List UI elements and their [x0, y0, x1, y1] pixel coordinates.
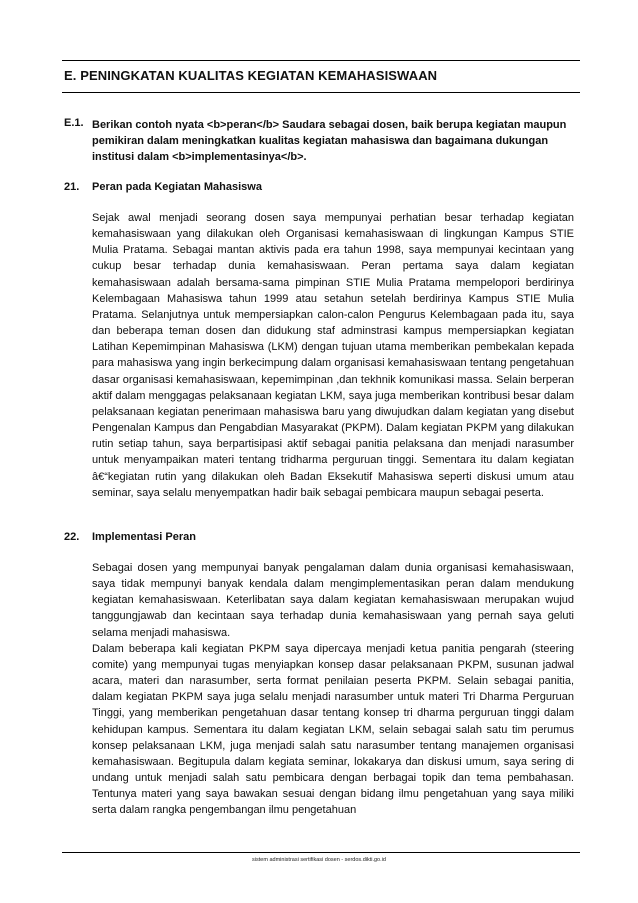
- item-22-heading: Implementasi Peran: [92, 531, 196, 543]
- item-21-paragraph: Sejak awal menjadi seorang dosen saya mempunyai perhatian besar terhadap kegiatan kemahasiswaan yang dilakukan oleh Organisasi kemahasiswaan di lingkungan Kampus STIE Mulia Pratama. Sebagai mantan aktivis pada era tahun 1998, saya mempunyai kecintaan yang cukup besar terhadap dunia kemahasiswaan. Peran pertama saya dalam kegiatan kemahasiswaan adalah bersama-sama pimpinan STIE Mulia Pratama mempelopori berdirinya Kelembagaan Mahasiswa tahun 1999 atau setahun setelah berdirinya Kampus STIE Mulia Pratama. Selanjutnya untuk mempersiapkan calon-calon Pengurus Kelembagaan pada itu, saya dan beberapa teman dosen dan didukung staf adminstrasi kampus mempersiapkan kegiatan Latihan Kepemimpinan Mahasiswa (LKM) dengan tujuan utama memberikan pembekalan kepada para mahasiswa yang ingin berkecimpung dalam organisasi kemahasiswaan tentang pengetahuan dasar organisasi kemahasiswaan, kepemimpinan ,dan tekhnik komunikasi massa. Selain berperan aktif dalam menggagas pelaksanaan kegiatan LKM, saya juga memberikan kontribusi besar dalam pelaksanaan kegiatan penerimaan mahasiswa baru yang diwujudkan dalam kegiatan yang disebut Pengenalan Kampus dan Pengabdian Masyarakat (PKPM). Dalam kegiatan PKPM yang dilakukan rutin setiap tahun, saya berpartisipasi aktif sebagai panitia pelaksana dan menjadi narasumber untuk menyampaikan materi tentang tridharma perguruan tinggi. Sementara itu dalam kegiatan â€“kegiatan rutin yang dilakukan oleh Badan Eksekutif Mahasiswa seperti diskusi umum atau seminar, saya selalu menyempatkan hadir baik sebagai pembicara maupun sebagai peserta.: [92, 212, 574, 499]
- title-underline: [62, 92, 580, 93]
- item-22-body: [92, 560, 574, 819]
- question-number: E.1.: [64, 117, 84, 129]
- footer-text: sistem administrasi sertifikasi dosen - serdos.dikti.go.id: [252, 857, 386, 863]
- item-22-number: 22.: [64, 531, 80, 543]
- item-21-heading: Peran pada Kegiatan Mahasiswa: [92, 181, 262, 193]
- question-text: Berikan contoh nyata <b>peran</b> Saudara sebagai dosen, baik berupa kegiatan maupun pemikiran dalam meningkatkan kualitas kegiatan mahasiswa dan bagaimana dukungan institusi dalam <b>implementasinya</b>.: [92, 119, 567, 164]
- footer-rule: [62, 852, 580, 853]
- item-22-paragraph-2: Dalam beberapa kali kegiatan PKPM saya dipercaya menjadi ketua panitia pengarah (steering comite) yang mempunyai tugas menyiapkan konsep dasar pelaksanaan PKPM, susunan jadwal acara, materi dan narasumber, serta format penilaian peserta PKPM. Selain sebagai panitia, dalam kegiatan PKPM saya juga selalu menjadi narasumber untuk materi Tri Dharma Perguruan Tinggi, yang memberikan pengetahuan dasar tentang konsep tri dharma perguruan tinggi dalam kehidupan kampus. Sementara itu dalam kegiatan LKM, selain sebagai salah satu tim perumus konsep pelaksanaan LKM, juga menjadi salah satu narasumber tentang manajemen organisasi kemahasiswaan. Begitupula dalam kegiata seminar, lokakarya dan diskusi umum, saya sering di undang untuk menjadi salah satu pembicara dengan berbagai topik dan tema pembahasan. Tentunya materi yang saya bawakan sesuai dengan bidang ilmu pengetahuan yang saya miliki serta dalam rangka pengembangan ilmu pengetahuan: [92, 642, 574, 817]
- top-rule: [62, 60, 580, 61]
- section-title: E. PENINGKATAN KUALITAS KEGIATAN KEMAHASISWAAN: [64, 68, 438, 83]
- item-21-body: [92, 210, 574, 501]
- item-21-number: 21.: [64, 181, 80, 193]
- item-22-paragraph-1: Sebagai dosen yang mempunyai banyak pengalaman dalam dunia organisasi kemahasiswaan, saya tidak mempunyi banyak kendala dalam mengimplementasikan peran dalam mendukung kegiatan kemahasiswaan. Keterlibatan saya dalam kegiatan kemahasiswaan merupakan wujud tanggungjawab dan kecintaan saya terhadap dunia kemahasiswaan yang pernah saya geluti selama menjadi mahasiswa.: [92, 562, 574, 639]
